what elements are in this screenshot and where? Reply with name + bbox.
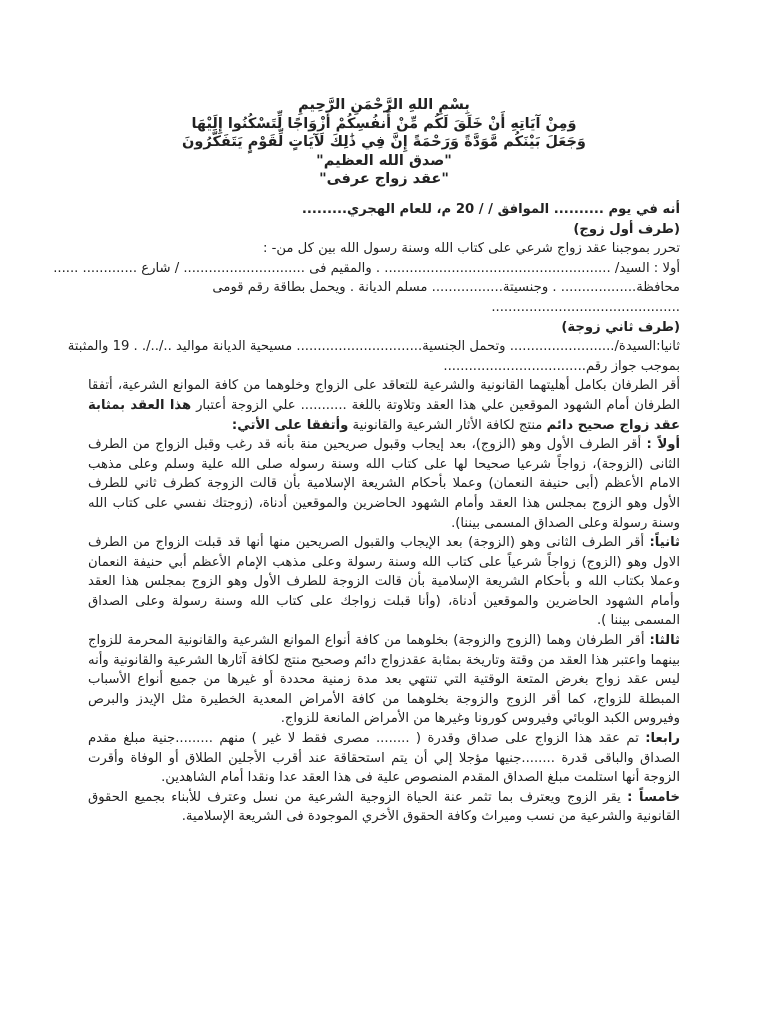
- clause-line: المانعة للزواج.: [280, 711, 360, 727]
- clause-line: أقر الطرف الأول وهو (الزوج)، بعد إيجاب وقبول صريحين منة بأنه قد رغب وقبل الزواج من: [132, 437, 647, 453]
- document-title: "عقد زواج عرفى": [319, 171, 449, 187]
- clause-line: للزواج بينهما واعتبر هذا العقد من وقتة وتاريخة بمثابة عقدزواج دائم وصحيح منتج لكافة آثارها: [88, 633, 680, 668]
- basmala: بِسْمِ اللهِ الرَّحْمَنِ الرَّحِيمِ: [298, 97, 470, 113]
- clause-second: [88, 533, 680, 631]
- clause-line: (زوجتك نفسي على كتاب الله وسنة رسولة وعلى الصداق المسمى بيننا).: [88, 495, 680, 531]
- clause-line: الطرف الثانى (الزوجة)، زواجاً شرعيا صحيحا لها على كتاب الله وسنة رسوله صلى الله علية وسلم: [88, 437, 680, 472]
- contract-nature: هذا العقد بمثابة عقد زواج صحيح دائم: [88, 397, 680, 433]
- clause-line: يقر الزوج ويعترف بما تثمر عنة الحياة الزوجية الشرعية من نسل وعترف للأبناء بجميع: [134, 789, 628, 805]
- clause-line: كطرف ثاني للطرف الأول وهو الزوج بمجلس هذا العقد وأمام الشهود الحاضرين والموقعين أدناة،: [88, 476, 680, 511]
- contract-body: [53, 200, 680, 827]
- clause-first-label: أولاً :: [646, 437, 680, 453]
- date-line: أنه في يوم .......... الموافق / / 20 م، للعام الهجري.........: [301, 202, 680, 217]
- clause-fourth-label: رابعا:: [645, 731, 680, 747]
- verse-closing: "صدق الله العظيم": [316, 152, 452, 169]
- first-party-line: أولا : السيد/ ...................................................... . والمقيم فى ............................. / شارع ............. ......: [53, 260, 680, 276]
- capacity-line: الشرعية، أتفقا الطرفان أمام الشهود الموقعين علي هذا العقد وتلاوتة باللغة ........... علي الزوجة: [88, 378, 680, 413]
- document-header: [0, 96, 768, 189]
- clause-fourth: [88, 729, 680, 788]
- clause-first: [88, 435, 680, 533]
- drafted-line: تحرر بموجبنا عقد زواج شرعي على كتاب الله وسنة رسول الله بين كل من- :: [262, 241, 680, 257]
- clause-fifth: [88, 788, 680, 827]
- clause-line: غيرها من جميع أنواع الأسباب المبطلة للزواج، كما أقر الزوج والزوجة بخلوهما من كافة الأمراض: [88, 672, 680, 707]
- clause-line: الشاهدين.: [161, 770, 217, 786]
- clause-line: أقر الطرفان وهما (الزوج والزوجة) بخلوهما من كافة أنواع الموانع الشرعية والقانونية المحرمة: [127, 633, 650, 649]
- clause-line: وعلى مذهب الامام الأعظم (أبى حنيفة النعمان) وعملا بأحكام الشريعة الإسلامية بأن قالت الزوجة: [88, 456, 680, 492]
- clause-line: حنيفة النعمان وعملا بكتاب الله و بأحكام الشريعة الإسلامية بأن قالت الزوجة للطرف الأول وهو: [88, 554, 680, 590]
- second-party-line: ثانيا:السيدة/......................... وتحمل الجنسية.............................. مسيحية الديانة مواليد ../../. . 19 والمثبتة: [67, 339, 680, 355]
- first-party-heading: (طرف أول زوج): [573, 221, 680, 237]
- verse-line-1: وَمِنْ آيَاتِهِ أَنْ خَلَقَ لَكُم مِّنْ أَنفُسِكُمْ أَزْوَاجًا لِّتَسْكُنُوا إِلَيْهَا: [191, 115, 577, 132]
- clause-line: الصداق والباقى قدرة ........جنيها مؤجلا إلي أن يتم استحقاقة عند أقرب الأجلين الطلاق أو الوفاة: [130, 750, 680, 766]
- verse-line-2: وَجَعَلَ بَيْنَكُم مَّوَدَّةً وَرَحْمَةً إِنَّ فِي ذَٰلِكَ لَآيَاتٍ لِّقَوْمٍ يَتَفَكَّرُونَ: [182, 134, 586, 150]
- clause-line: المعدية الخطيرة مثل الإيدز والبرص وفيروس الكبد الوبائي وفيروس كورونا وغيرها من الأمراض: [88, 691, 680, 727]
- capacity-text: منتج لكافة الأثار الشرعية والقانونية: [348, 417, 547, 433]
- clause-line: أقر الطرف الثانى وهو (الزوجة) بعد الإيجاب والقبول الصريحين منها أنها قد قبلت الزواج من: [132, 535, 650, 551]
- clause-line: الشرعية والقانونية وأنه ليس عقد زواج بغرض المتعة الوقتية التي تنتهي بعد مدة زمنية محددة أو: [88, 652, 680, 688]
- passport-line: بموجب جواز رقم..................................: [443, 358, 680, 374]
- clause-line: الزوج بمجلس هذا العقد وأمام الشهود الحاضرين والموقعين أدناة، (وأنا قبلت زواجك على كتاب: [88, 574, 680, 609]
- clause-line: الطرف الاول وهو (الزوج) زواجاً شرعياً على كتاب الله وسنة رسولة وعلى مذهب الإمام الأعظم أبي: [88, 535, 680, 570]
- clause-line: تم عقد هذا الزواج على صداق وقدرة ( ........ مصرى فقط لا غير ) منهم .........جنية مبلغ مقدم: [88, 731, 646, 747]
- capacity-text: أعتبار: [191, 397, 226, 413]
- governorate-line: محافظة.................. . وجنسيتة................. مسلم الديانة . ويحمل بطاقة رقم قومى: [212, 280, 680, 296]
- capacity-paragraph: [88, 376, 680, 435]
- dots-line: .............................................: [491, 299, 680, 315]
- clause-line: الإسلامية.: [181, 809, 235, 825]
- capacity-line: أقر الطرفان بكامل أهليتهما القانونية والشرعية للتعاقد على الزواج وخلوهما من كافة الموانع: [172, 378, 680, 394]
- clause-line: الله وسنة رسولة وعلى الصداق المسمى بيننا ).: [88, 593, 680, 629]
- second-party-heading: (طرف ثاني زوجة): [561, 319, 680, 335]
- agreement-lead: وأتفقا على الأتي:: [231, 417, 349, 433]
- clause-third-label: ثالثا:: [649, 633, 680, 649]
- clause-second-label: ثانياً:: [649, 535, 680, 551]
- clause-line: وأقرت الزوجة أنها استلمت مبلغ الصداق المقدم المنصوص علية فى هذا العقد عدا ونقدا أمام: [88, 750, 680, 786]
- clause-fifth-label: خامساً :: [627, 789, 680, 805]
- clause-line: الحقوق القانونية والشرعية من نسب وميراث وكافة الحقوق الأخري الموجودة فى الشريعة: [88, 789, 680, 825]
- clause-third: [88, 631, 680, 729]
